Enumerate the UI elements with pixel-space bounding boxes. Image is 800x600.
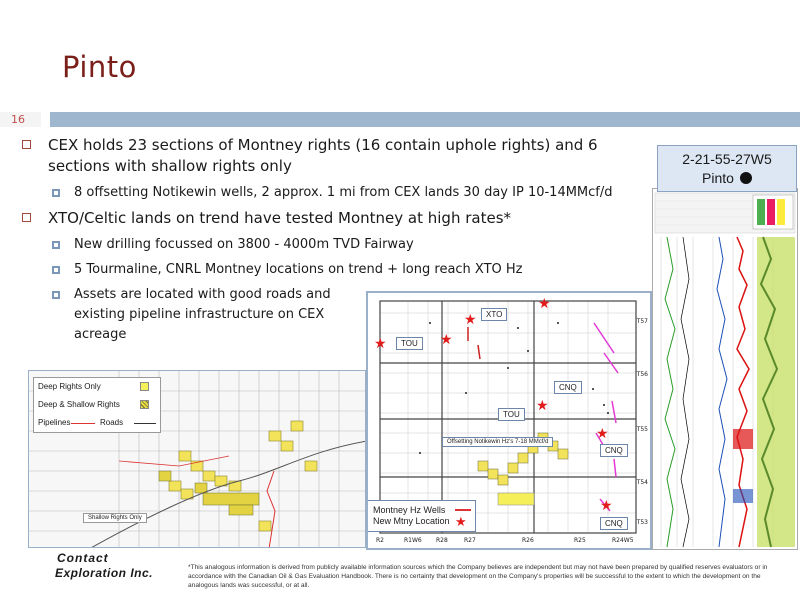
logo-line-1: Contact — [57, 551, 109, 565]
legend-deep-only-label: Deep Rights Only — [38, 382, 101, 391]
slide-number: 16 — [11, 113, 25, 126]
operator-tag-tou: TOU — [498, 408, 525, 421]
bullet-square-icon — [22, 213, 31, 222]
legend-deep-shallow-label: Deep & Shallow Rights — [38, 400, 120, 409]
title-underline-bar — [50, 112, 800, 127]
map-well-legend — [366, 500, 476, 532]
slide-number-box — [0, 112, 44, 127]
bullet-1-1: 8 offsetting Notikewin wells, 2 approx. 1 mi from CEX lands 30 day IP 10-14MMcf/d — [22, 183, 652, 203]
well-star-icon: ★ — [374, 336, 387, 352]
company-logo — [55, 551, 185, 581]
well-location-label: 2-21-55-27W5 — [682, 151, 772, 167]
new-location-star-icon: ★ — [455, 514, 467, 529]
operator-tag-cnq: CNQ — [600, 444, 628, 457]
bullet-2-1: New drilling focussed on 3800 - 4000m TVD Fairway — [22, 235, 652, 255]
road-line-swatch — [134, 423, 156, 424]
range-label: R25 — [574, 537, 586, 544]
range-label: R28 — [436, 537, 448, 544]
bullet-1: CEX holds 23 sections of Montney rights (16 contain uphole rights) and 6 sections with shallow rights only — [22, 135, 652, 177]
well-star-icon: ★ — [536, 398, 549, 414]
land-map-legend — [33, 377, 161, 433]
bullet-square-icon — [52, 291, 60, 299]
hz-well-line-swatch — [455, 509, 471, 511]
deep-rights-swatch — [140, 382, 149, 391]
range-label: R24W5 — [612, 537, 634, 544]
bullet-square-icon — [52, 189, 60, 197]
well-log-graphic — [653, 189, 798, 550]
legend-new-location-label: New Mtny Location — [373, 516, 450, 526]
township-label: T56 — [636, 371, 648, 378]
operator-tag-xto: XTO — [481, 308, 507, 321]
well-star-icon: ★ — [596, 426, 609, 442]
bullet-2: XTO/Celtic lands on trend have tested Montney at high rates* — [22, 208, 652, 229]
well-log-panel — [652, 188, 798, 550]
range-label: R2 — [376, 537, 384, 544]
slide-title: Pinto — [62, 50, 137, 84]
township-label: T53 — [636, 519, 648, 526]
well-dot-icon — [740, 172, 752, 184]
bullet-2-2: 5 Tourmaline, CNRL Montney locations on trend + long reach XTO Hz — [22, 260, 652, 280]
deep-shallow-swatch — [140, 400, 149, 409]
well-star-icon: ★ — [440, 332, 453, 348]
shallow-rights-callout: Shallow Rights Only — [83, 513, 147, 523]
well-star-icon: ★ — [464, 312, 477, 328]
operator-tag-tou: TOU — [396, 337, 423, 350]
operator-tag-cnq: CNQ — [554, 381, 582, 394]
legend-pipelines-label: Pipelines — [38, 418, 71, 427]
offsetting-wells-callout: Offsetting Notikewin Hz's 7-18 MMcf/d — [442, 437, 553, 447]
well-log-header — [657, 145, 797, 192]
bullet-2-3: Assets are located with good roads and existing pipeline infrastructure on CEX acreage — [22, 285, 352, 345]
legend-hz-wells-label: Montney Hz Wells — [373, 505, 446, 515]
montney-well-map — [366, 291, 652, 550]
legend-roads-label: Roads — [100, 418, 124, 427]
pipeline-line-swatch — [71, 423, 95, 424]
bullet-square-icon — [52, 266, 60, 274]
footnote-disclaimer: *This analogous information is derived from publicly available information sources which the Company believes are independent but may not have been prepared by qualified reserves evaluators or in accordance with the Canadian Oil & Gas Evaluation Handbook. There is no certainty that development on the Company's properties will be successful to the extent to which the development on the analogous lands was successful, or at all. — [188, 564, 768, 589]
range-label: R26 — [522, 537, 534, 544]
well-star-icon: ★ — [600, 498, 613, 514]
range-label: R1W6 — [404, 537, 422, 544]
township-label: T57 — [636, 318, 648, 325]
range-label: R27 — [464, 537, 476, 544]
well-name-label: Pinto — [702, 170, 734, 186]
township-label: T55 — [636, 426, 648, 433]
bullet-square-icon — [52, 241, 60, 249]
township-label: T54 — [636, 479, 648, 486]
operator-tag-cnq: CNQ — [600, 517, 628, 530]
logo-line-2: Exploration Inc. — [55, 566, 154, 580]
bullet-square-icon — [22, 140, 31, 149]
well-star-icon: ★ — [538, 296, 551, 312]
